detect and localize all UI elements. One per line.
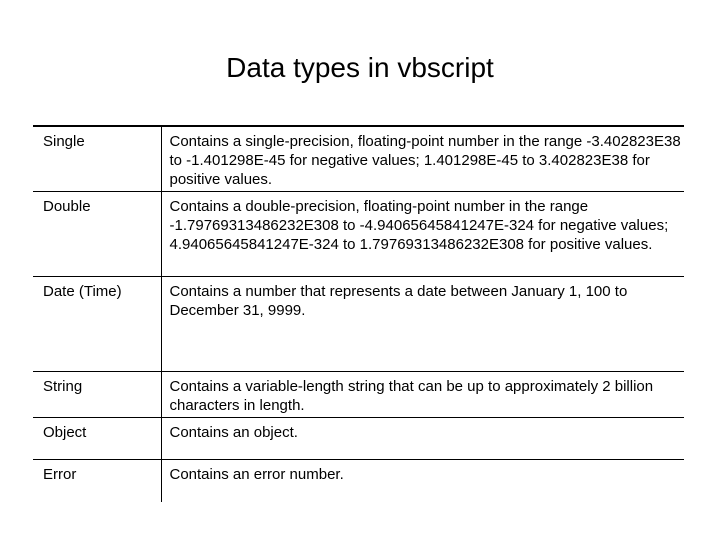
table-row bbox=[33, 418, 684, 460]
type-description-cell: Contains a double-precision, floating-point number in the range -1.79769313486232E308 to -4.94065645841247E-324 for negative values; 4.94065645841247E-324 to 1.79769313486232E308 for positive values. bbox=[161, 192, 684, 277]
type-name-cell: Date (Time) bbox=[43, 283, 122, 300]
type-name-cell: String bbox=[43, 378, 83, 395]
type-name-cell: Double bbox=[43, 198, 91, 215]
type-name-cell: Error bbox=[43, 466, 77, 483]
table-row bbox=[33, 126, 684, 192]
table-row bbox=[33, 192, 684, 277]
table-row bbox=[33, 277, 684, 372]
table-row bbox=[33, 372, 684, 418]
type-description-cell: Contains a single-precision, floating-point number in the range -3.402823E38 to -1.401298E-45 for negative values; 1.401298E-45 to 3.402823E38 for positive values. bbox=[161, 126, 684, 192]
type-description-cell: Contains an object. bbox=[161, 418, 684, 460]
type-description-cell: Contains an error number. bbox=[161, 460, 684, 502]
table-row bbox=[33, 460, 684, 502]
slide-title: Data types in vbscript bbox=[226, 52, 494, 83]
type-description-cell: Contains a variable-length string that can be up to approximately 2 billion characters in length. bbox=[161, 372, 684, 418]
type-name-cell: Object bbox=[43, 424, 87, 441]
data-types-table bbox=[33, 125, 684, 502]
type-description-cell: Contains a number that represents a date between January 1, 100 to December 31, 9999. bbox=[161, 277, 684, 372]
type-name-cell: Single bbox=[43, 133, 85, 150]
